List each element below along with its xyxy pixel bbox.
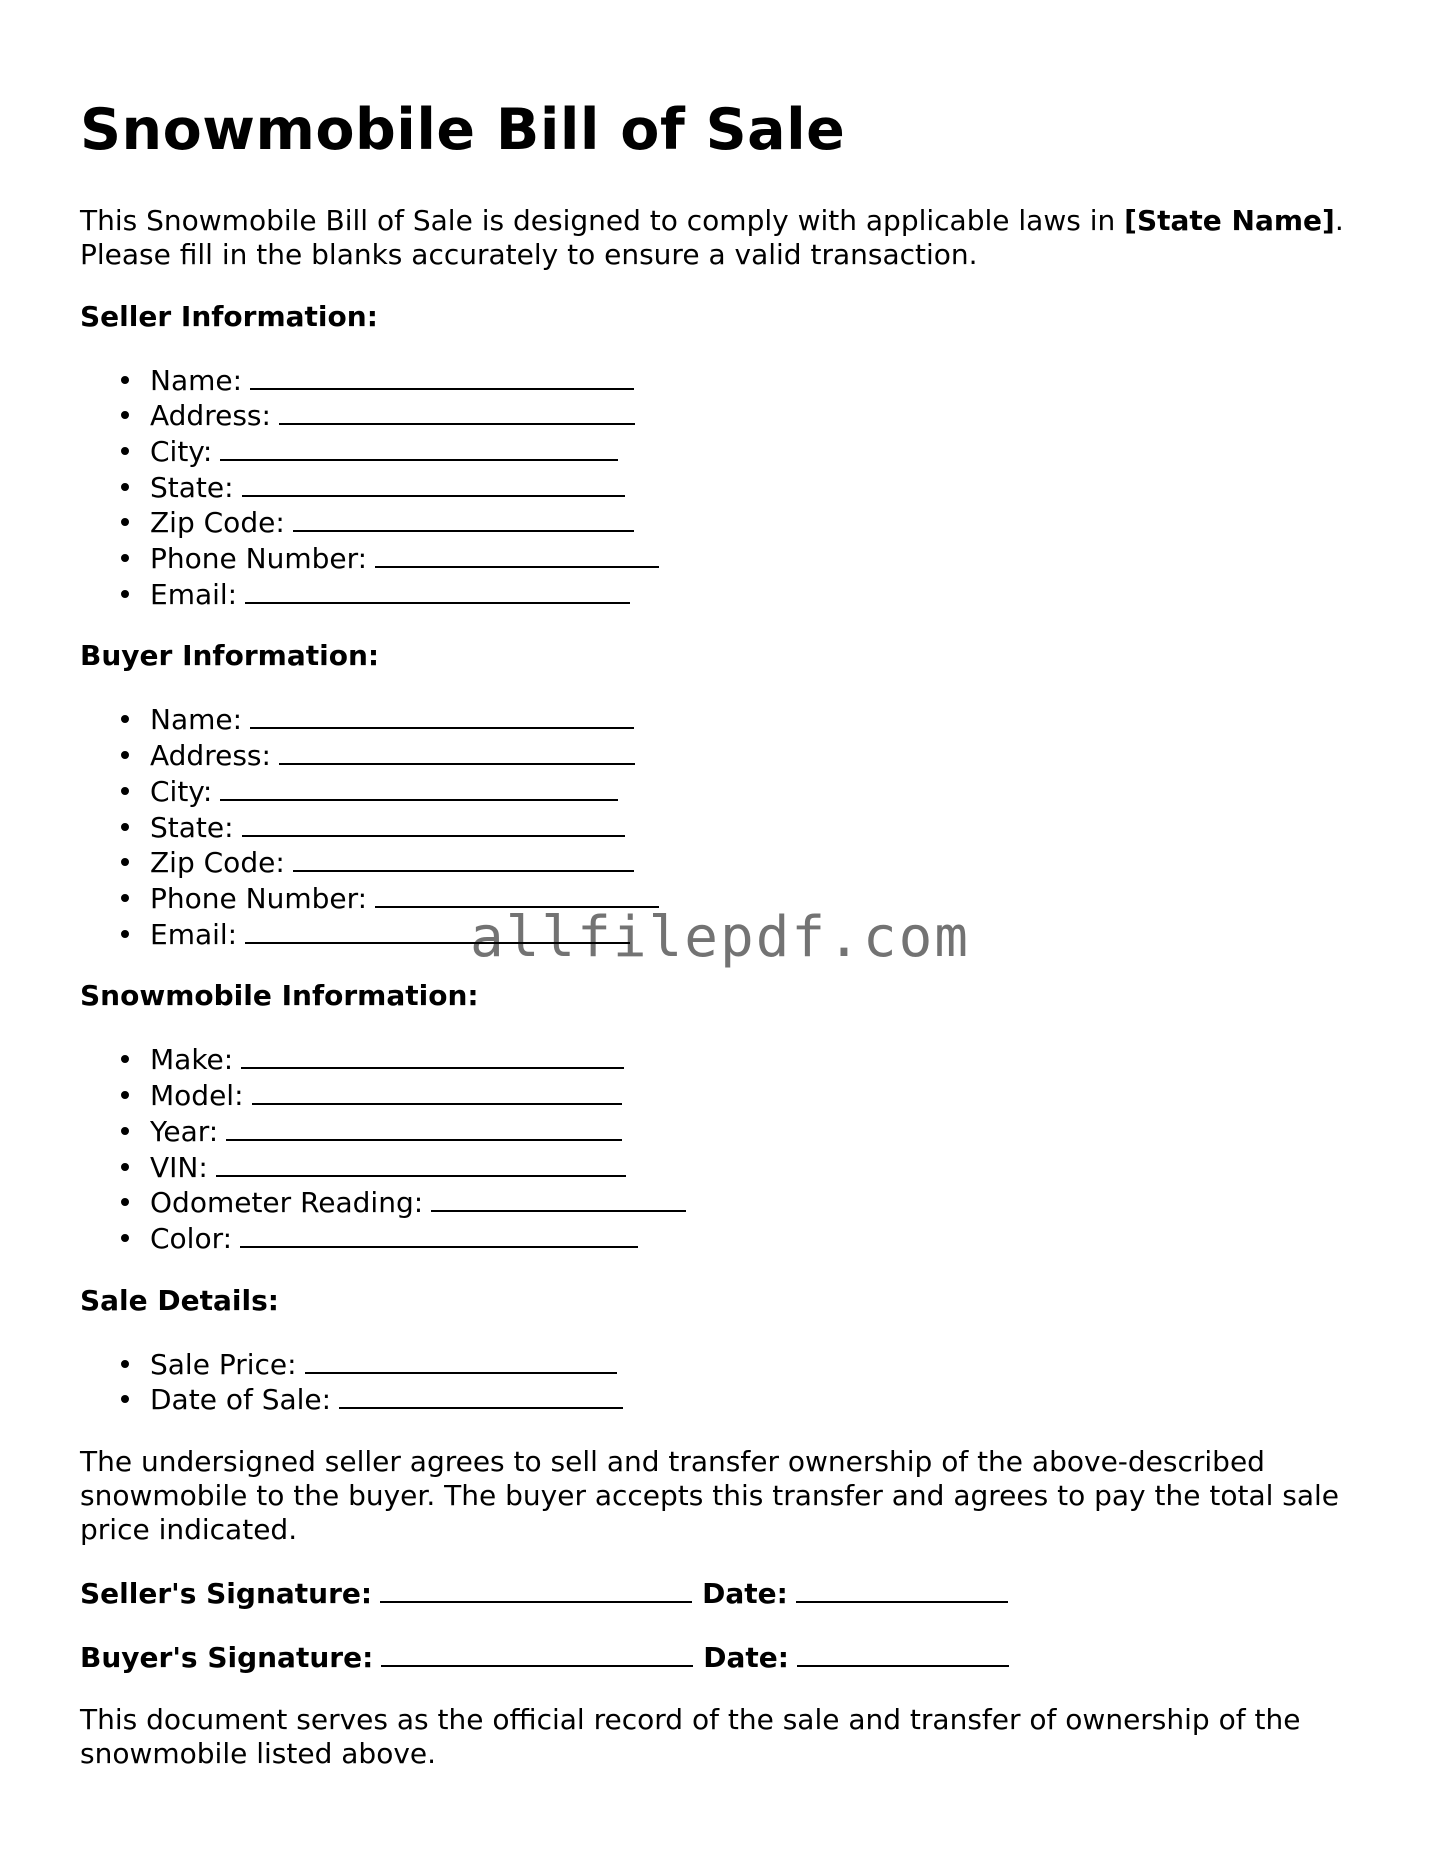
snowmobile-model-blank[interactable] <box>252 1077 622 1105</box>
field-label: Phone Number: <box>150 881 368 915</box>
field-label: City: <box>150 434 213 468</box>
seller-state-blank[interactable] <box>242 469 625 497</box>
buyer-address-blank[interactable] <box>279 737 635 765</box>
buyer-name-blank[interactable] <box>250 701 634 729</box>
seller-date-blank[interactable] <box>796 1575 1008 1603</box>
seller-city-field <box>80 433 1370 469</box>
seller-signature-label: Seller's Signature: <box>80 1577 373 1611</box>
intro-instruction: Please fill in the blanks accurately to ensure a valid transaction. <box>80 237 978 271</box>
seller-name-blank[interactable] <box>250 362 634 390</box>
sale-date-blank[interactable] <box>339 1381 623 1409</box>
intro-text: This Snowmobile Bill of Sale is designed to comply with applicable laws in <box>80 203 1125 237</box>
seller-name-field <box>80 362 1370 398</box>
buyer-date-blank[interactable] <box>797 1639 1009 1667</box>
buyer-address-field <box>80 737 1370 773</box>
field-label: Zip Code: <box>150 506 285 540</box>
snowmobile-odometer-field <box>80 1184 1370 1220</box>
field-label: Phone Number: <box>150 542 368 576</box>
buyer-city-blank[interactable] <box>220 773 618 801</box>
seller-phone-blank[interactable] <box>375 540 659 568</box>
field-label: Email: <box>150 917 238 951</box>
buyer-signature-label: Buyer's Signature: <box>80 1641 374 1675</box>
snowmobile-vin-blank[interactable] <box>216 1149 626 1177</box>
field-label: Color: <box>150 1221 233 1255</box>
snowmobile-make-field <box>80 1041 1370 1077</box>
field-label: Name: <box>150 703 243 737</box>
field-label: Name: <box>150 363 243 397</box>
buyer-state-field <box>80 809 1370 845</box>
snowmobile-vin-field <box>80 1149 1370 1185</box>
seller-state-field <box>80 469 1370 505</box>
field-label: Address: <box>150 399 271 433</box>
snowmobile-color-blank[interactable] <box>240 1220 638 1248</box>
snowmobile-color-field <box>80 1220 1370 1256</box>
seller-phone-field <box>80 540 1370 576</box>
sale-price-field <box>80 1346 1370 1382</box>
snowmobile-make-blank[interactable] <box>241 1041 624 1069</box>
field-label: Address: <box>150 739 271 773</box>
buyer-heading: Buyer Information: <box>80 639 380 673</box>
seller-zip-blank[interactable] <box>293 504 634 532</box>
buyer-date-label: Date: <box>703 1641 789 1675</box>
seller-date-label: Date: <box>702 1577 788 1611</box>
field-label: Zip Code: <box>150 846 285 880</box>
field-label: VIN: <box>150 1150 208 1184</box>
seller-email-field <box>80 576 1370 612</box>
seller-fields <box>80 362 1370 612</box>
sale-details-heading: Sale Details: <box>80 1283 279 1317</box>
buyer-city-field <box>80 773 1370 809</box>
field-label: Odometer Reading: <box>150 1186 424 1220</box>
state-name-placeholder: [State Name] <box>1124 203 1335 237</box>
snowmobile-odometer-blank[interactable] <box>431 1184 686 1212</box>
field-label: City: <box>150 774 213 808</box>
closing-paragraph: This document serves as the official record of the sale and transfer of ownership of the snowmobile listed above. <box>80 1703 1301 1771</box>
document-title: Snowmobile Bill of Sale <box>80 97 846 163</box>
field-label: Make: <box>150 1043 234 1077</box>
seller-email-blank[interactable] <box>245 576 630 604</box>
seller-address-blank[interactable] <box>279 397 635 425</box>
watermark: allfilepdf.com <box>470 905 971 970</box>
seller-address-field <box>80 397 1370 433</box>
buyer-signature-line <box>80 1639 1370 1675</box>
agreement-paragraph: The undersigned seller agrees to sell and transfer ownership of the above-described snowmobile to the buyer. The buyer accepts this transfer and agrees to pay the total sale price indicated. <box>80 1445 1340 1547</box>
seller-zip-field <box>80 504 1370 540</box>
sale-date-field <box>80 1381 1370 1417</box>
snowmobile-heading: Snowmobile Information: <box>80 979 479 1013</box>
field-label: State: <box>150 470 234 504</box>
sale-fields <box>80 1346 1370 1417</box>
seller-city-blank[interactable] <box>220 433 618 461</box>
buyer-state-blank[interactable] <box>242 809 625 837</box>
snowmobile-fields <box>80 1041 1370 1255</box>
intro-paragraph <box>80 204 1370 272</box>
buyer-phone-blank[interactable] <box>375 880 659 908</box>
intro-period: . <box>1334 203 1344 237</box>
buyer-name-field <box>80 701 1370 737</box>
sale-price-blank[interactable] <box>305 1346 617 1374</box>
buyer-signature-blank[interactable] <box>381 1639 693 1667</box>
snowmobile-model-field <box>80 1077 1370 1113</box>
field-label: Model: <box>150 1079 244 1113</box>
field-label: Email: <box>150 577 238 611</box>
snowmobile-year-field <box>80 1113 1370 1149</box>
field-label: State: <box>150 810 234 844</box>
seller-heading: Seller Information: <box>80 299 378 333</box>
field-label: Sale Price: <box>150 1347 297 1381</box>
buyer-zip-field <box>80 844 1370 880</box>
seller-signature-line <box>80 1575 1370 1611</box>
snowmobile-year-blank[interactable] <box>226 1113 622 1141</box>
field-label: Date of Sale: <box>150 1383 332 1417</box>
buyer-zip-blank[interactable] <box>293 844 634 872</box>
field-label: Year: <box>150 1114 219 1148</box>
seller-signature-blank[interactable] <box>380 1575 692 1603</box>
